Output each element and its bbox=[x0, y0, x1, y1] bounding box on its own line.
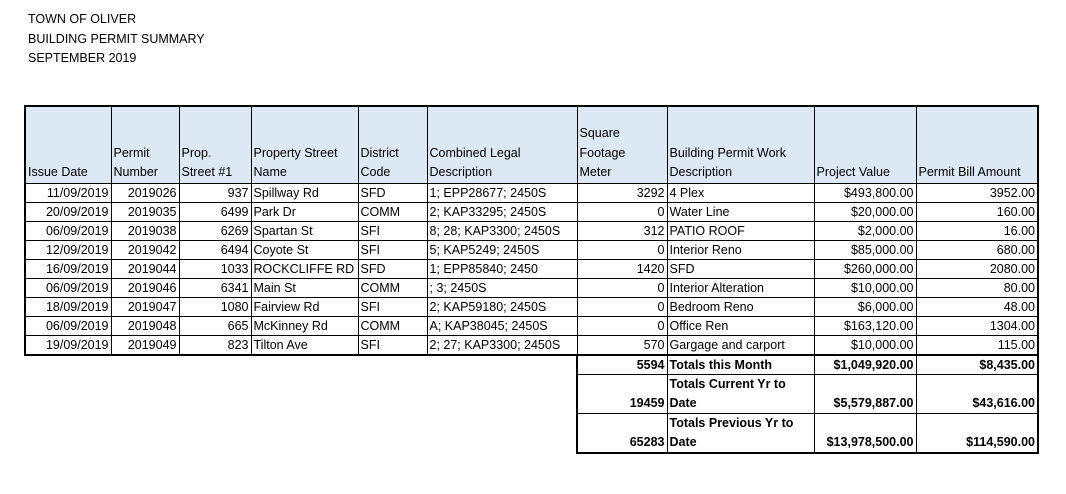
cell-square-footage: 312 bbox=[577, 221, 667, 240]
cell-permit-bill-amount: 160.00 bbox=[916, 202, 1038, 221]
column-header-permit-number bbox=[111, 106, 179, 183]
column-header-square-footage bbox=[577, 106, 667, 183]
totals-current-row bbox=[25, 374, 1038, 413]
cell-street-number: 665 bbox=[179, 316, 251, 335]
table-row bbox=[25, 297, 1038, 316]
cell-legal-description: 8; 28; KAP3300; 2450S bbox=[427, 221, 577, 240]
column-header-street-number bbox=[179, 106, 251, 183]
cell-square-footage: 0 bbox=[577, 278, 667, 297]
column-header-line: Number bbox=[113, 165, 158, 179]
totals-month-row bbox=[25, 355, 1038, 375]
totals-previous-value: $13,978,500.00 bbox=[814, 413, 916, 453]
totals-previous-label bbox=[667, 413, 814, 453]
column-header-line: Description bbox=[429, 165, 493, 179]
column-header-line: Prop. bbox=[181, 145, 212, 160]
town-name: TOWN OF OLIVER bbox=[28, 12, 137, 26]
table-row bbox=[25, 202, 1038, 221]
cell-project-value: $163,120.00 bbox=[814, 316, 916, 335]
totals-previous-bill: $114,590.00 bbox=[916, 413, 1038, 453]
table-row bbox=[25, 221, 1038, 240]
cell-project-value: $85,000.00 bbox=[814, 240, 916, 259]
cell-square-footage: 0 bbox=[577, 202, 667, 221]
column-header-line bbox=[670, 124, 812, 144]
cell-permit-number: 2019038 bbox=[111, 221, 179, 240]
cell-issue-date: 06/09/2019 bbox=[25, 316, 111, 335]
cell-permit-bill-amount: 16.00 bbox=[916, 221, 1038, 240]
cell-permit-number: 2019049 bbox=[111, 335, 179, 355]
cell-street-number: 6499 bbox=[179, 202, 251, 221]
cell-permit-bill-amount: 80.00 bbox=[916, 278, 1038, 297]
cell-issue-date: 19/09/2019 bbox=[25, 335, 111, 355]
cell-street-name: Spartan St bbox=[251, 221, 358, 240]
cell-work-description: Gargage and carport bbox=[667, 335, 814, 355]
cell-district-code: SFD bbox=[358, 183, 427, 202]
cell-district-code: SFD bbox=[358, 259, 427, 278]
totals-current-bill: $43,616.00 bbox=[916, 374, 1038, 413]
cell-permit-bill-amount: 3952.00 bbox=[916, 183, 1038, 202]
totals-previous-label-line2: Date bbox=[669, 434, 697, 449]
cell-legal-description: 2; KAP33295; 2450S bbox=[427, 202, 577, 221]
cell-project-value: $2,000.00 bbox=[814, 221, 916, 240]
table-row bbox=[25, 316, 1038, 335]
cell-permit-bill-amount: 680.00 bbox=[916, 240, 1038, 259]
cell-district-code: COMM bbox=[358, 278, 427, 297]
totals-month-label: Totals this Month bbox=[667, 355, 814, 375]
cell-work-description: SFD bbox=[667, 259, 814, 278]
cell-street-name: ROCKCLIFFE RD bbox=[251, 259, 358, 278]
column-header-line: District bbox=[360, 145, 399, 160]
column-header-line bbox=[817, 144, 914, 164]
cell-street-number: 823 bbox=[179, 335, 251, 355]
column-header-line bbox=[28, 124, 109, 144]
cell-permit-number: 2019035 bbox=[111, 202, 179, 221]
cell-district-code: SFI bbox=[358, 297, 427, 316]
totals-month-value: $1,049,920.00 bbox=[814, 355, 916, 375]
cell-permit-bill-amount: 1304.00 bbox=[916, 316, 1038, 335]
cell-permit-number: 2019048 bbox=[111, 316, 179, 335]
cell-permit-number: 2019042 bbox=[111, 240, 179, 259]
cell-permit-number: 2019044 bbox=[111, 259, 179, 278]
column-header-line: Description bbox=[669, 165, 733, 179]
column-header-line: Street #1 bbox=[181, 165, 233, 179]
cell-district-code: COMM bbox=[358, 202, 427, 221]
cell-issue-date: 20/09/2019 bbox=[25, 202, 111, 221]
cell-street-name: Park Dr bbox=[251, 202, 358, 221]
column-header-issue-date bbox=[25, 106, 111, 183]
report-header bbox=[28, 10, 205, 69]
table-row bbox=[25, 183, 1038, 202]
column-header-district-code bbox=[358, 106, 427, 183]
totals-current-value: $5,579,887.00 bbox=[814, 374, 916, 413]
cell-street-name: Tilton Ave bbox=[251, 335, 358, 355]
cell-project-value: $6,000.00 bbox=[814, 297, 916, 316]
column-header-line bbox=[182, 124, 249, 144]
cell-work-description: Office Ren bbox=[667, 316, 814, 335]
column-header-line: Property Street bbox=[253, 145, 338, 160]
cell-square-footage: 1420 bbox=[577, 259, 667, 278]
cell-work-description: Bedroom Reno bbox=[667, 297, 814, 316]
cell-street-number: 6494 bbox=[179, 240, 251, 259]
cell-issue-date: 11/09/2019 bbox=[25, 183, 111, 202]
cell-legal-description: 5; KAP5249; 2450S bbox=[427, 240, 577, 259]
cell-permit-number: 2019026 bbox=[111, 183, 179, 202]
cell-street-number: 1080 bbox=[179, 297, 251, 316]
cell-work-description: Interior Reno bbox=[667, 240, 814, 259]
cell-street-name: Main St bbox=[251, 278, 358, 297]
column-header-line: Permit Bill Amount bbox=[918, 165, 1021, 179]
column-header-line: Permit bbox=[113, 145, 150, 160]
column-header-line: Meter bbox=[579, 165, 612, 179]
cell-square-footage: 0 bbox=[577, 240, 667, 259]
report-title: BUILDING PERMIT SUMMARY bbox=[28, 31, 205, 46]
column-header-line bbox=[114, 124, 177, 144]
column-header-line: Footage bbox=[579, 145, 626, 160]
table-row bbox=[25, 259, 1038, 278]
cell-work-description: Interior Alteration bbox=[667, 278, 814, 297]
cell-district-code: COMM bbox=[358, 316, 427, 335]
cell-project-value: $20,000.00 bbox=[814, 202, 916, 221]
column-header-line: Code bbox=[360, 165, 391, 179]
cell-district-code: SFI bbox=[358, 240, 427, 259]
cell-legal-description: 1; EPP85840; 2450 bbox=[427, 259, 577, 278]
cell-street-number: 937 bbox=[179, 183, 251, 202]
cell-legal-description: 1; EPP28677; 2450S bbox=[427, 183, 577, 202]
totals-current-label-line1: Totals Current Yr to bbox=[669, 376, 786, 391]
column-header-legal-description bbox=[427, 106, 577, 183]
cell-street-name: Fairview Rd bbox=[251, 297, 358, 316]
totals-previous-sqft: 65283 bbox=[577, 413, 667, 453]
column-header-line: Combined Legal bbox=[429, 145, 521, 160]
cell-street-name: McKinney Rd bbox=[251, 316, 358, 335]
cell-square-footage: 0 bbox=[577, 297, 667, 316]
cell-district-code: SFI bbox=[358, 221, 427, 240]
column-header-line: Name bbox=[253, 165, 287, 179]
column-header-work-description bbox=[667, 106, 814, 183]
column-header-permit-bill-amount bbox=[916, 106, 1038, 183]
cell-square-footage: 0 bbox=[577, 316, 667, 335]
cell-legal-description: 2; 27; KAP3300; 2450S bbox=[427, 335, 577, 355]
column-header-line bbox=[919, 144, 1036, 164]
table-row bbox=[25, 335, 1038, 355]
cell-work-description: PATIO ROOF bbox=[667, 221, 814, 240]
column-header-line bbox=[430, 124, 575, 144]
column-header-line: Building Permit Work bbox=[669, 145, 786, 160]
cell-issue-date: 18/09/2019 bbox=[25, 297, 111, 316]
cell-permit-bill-amount: 115.00 bbox=[916, 335, 1038, 355]
column-header-line: Project Value bbox=[816, 165, 890, 179]
column-header-line bbox=[817, 124, 914, 144]
totals-month-sqft: 5594 bbox=[577, 355, 667, 375]
totals-previous-label-line1: Totals Previous Yr to bbox=[669, 415, 794, 430]
cell-district-code: SFI bbox=[358, 335, 427, 355]
cell-issue-date: 06/09/2019 bbox=[25, 278, 111, 297]
column-header-project-value bbox=[814, 106, 916, 183]
cell-project-value: $10,000.00 bbox=[814, 278, 916, 297]
cell-permit-bill-amount: 48.00 bbox=[916, 297, 1038, 316]
cell-street-number: 1033 bbox=[179, 259, 251, 278]
totals-section bbox=[25, 355, 1038, 453]
cell-issue-date: 12/09/2019 bbox=[25, 240, 111, 259]
report-period: SEPTEMBER 2019 bbox=[28, 51, 137, 65]
cell-project-value: $10,000.00 bbox=[814, 335, 916, 355]
column-header-line bbox=[361, 124, 425, 144]
column-header-line: Issue Date bbox=[28, 165, 88, 179]
cell-legal-description: 2; KAP59180; 2450S bbox=[427, 297, 577, 316]
column-header-line: Square bbox=[579, 126, 620, 140]
totals-current-sqft: 19459 bbox=[577, 374, 667, 413]
cell-square-footage: 3292 bbox=[577, 183, 667, 202]
cell-street-number: 6269 bbox=[179, 221, 251, 240]
cell-legal-description: ; 3; 2450S bbox=[427, 278, 577, 297]
column-header-line bbox=[254, 124, 356, 144]
cell-permit-number: 2019046 bbox=[111, 278, 179, 297]
cell-work-description: 4 Plex bbox=[667, 183, 814, 202]
permit-table bbox=[24, 105, 1039, 454]
cell-street-name: Spillway Rd bbox=[251, 183, 358, 202]
cell-work-description: Water Line bbox=[667, 202, 814, 221]
table-header-row bbox=[25, 106, 1038, 183]
cell-permit-number: 2019047 bbox=[111, 297, 179, 316]
cell-project-value: $260,000.00 bbox=[814, 259, 916, 278]
totals-current-label bbox=[667, 374, 814, 413]
cell-square-footage: 570 bbox=[577, 335, 667, 355]
cell-project-value: $493,800.00 bbox=[814, 183, 916, 202]
totals-current-label-line2: Date bbox=[669, 395, 697, 410]
totals-previous-row bbox=[25, 413, 1038, 453]
table-row bbox=[25, 240, 1038, 259]
column-header-street-name bbox=[251, 106, 358, 183]
cell-permit-bill-amount: 2080.00 bbox=[916, 259, 1038, 278]
cell-street-number: 6341 bbox=[179, 278, 251, 297]
totals-month-bill: $8,435.00 bbox=[916, 355, 1038, 375]
cell-street-name: Coyote St bbox=[251, 240, 358, 259]
table-row bbox=[25, 278, 1038, 297]
column-header-line bbox=[919, 124, 1036, 144]
cell-issue-date: 06/09/2019 bbox=[25, 221, 111, 240]
column-header-line bbox=[28, 144, 109, 164]
cell-issue-date: 16/09/2019 bbox=[25, 259, 111, 278]
cell-legal-description: A; KAP38045; 2450S bbox=[427, 316, 577, 335]
